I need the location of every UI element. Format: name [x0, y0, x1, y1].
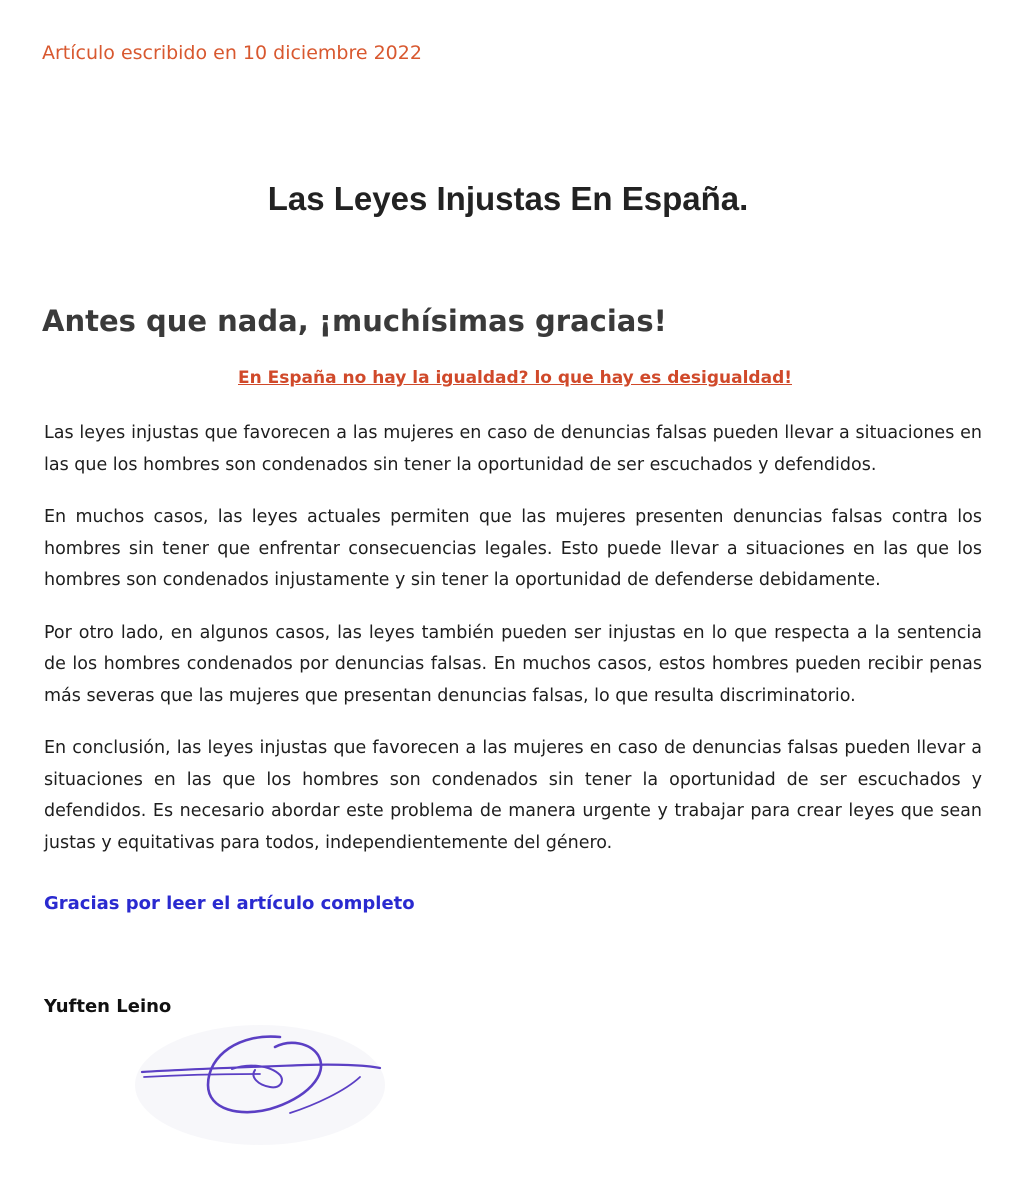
article-paragraph-2: En muchos casos, las leyes actuales permiten que las mujeres presenten denuncias falsas contra los hombres sin tener que enfrentar consecuencias legales. Esto puede llevar a situaciones en las que los hombres son condenados injustamente y sin tener la oportunidad de defenderse debidamente.	[44, 507, 982, 590]
article-tagline: En España no hay la igualdad? lo que hay es desigualdad!	[238, 368, 792, 388]
article-paragraph-3: Por otro lado, en algunos casos, las leyes también pueden ser injustas en lo que respecta a la sentencia de los hombres condenados por denuncias falsas. En muchos casos, estos hombres pueden recibir penas más severas que las mujeres que presentan denuncias falsas, lo que resulta discriminatorio.	[44, 622, 982, 706]
article-date: Artículo escribido en 10 diciembre 2022	[42, 42, 422, 64]
article-paragraph-1: Las leyes injustas que favorecen a las mujeres en caso de denuncias falsas pueden llevar a situaciones en las que los hombres son condenados sin tener la oportunidad de ser escuchados y defendidos.	[44, 423, 982, 475]
article-title: Las Leyes Injustas En España.	[267, 180, 749, 217]
handwritten-signature-icon	[130, 1025, 390, 1155]
article-subtitle: Antes que nada, ¡muchísimas gracias!	[42, 304, 667, 338]
article-paragraph-4: En conclusión, las leyes injustas que favorecen a las mujeres en caso de denuncias falsas pueden llevar a situaciones en las que los hombres son condenados sin tener la oportunidad de ser escuchados y defendidos. Es necesario abordar este problema de manera urgente y trabajar para crear leyes que sean justas y equitativas para todos, independientemente del género.	[44, 738, 982, 853]
author-name: Yuften Leino	[44, 996, 172, 1017]
thanks-note: Gracias por leer el artículo completo	[44, 893, 415, 914]
article-body	[44, 418, 982, 880]
